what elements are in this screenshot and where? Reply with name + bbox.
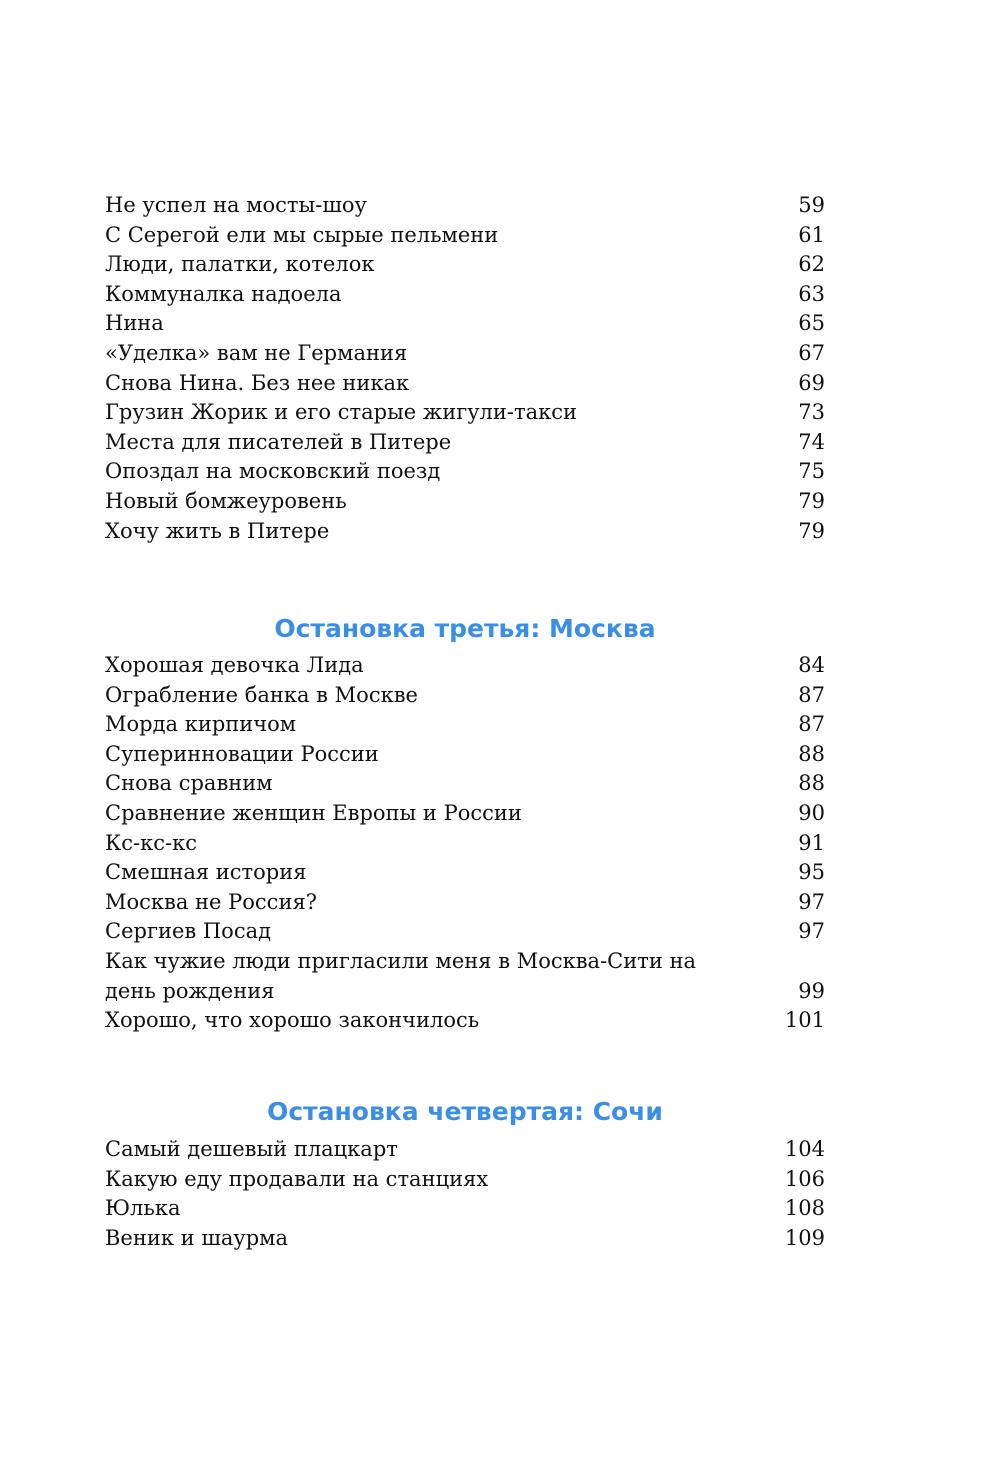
- entry-title: Грузин Жорик и его старые жигули-такси: [105, 400, 578, 425]
- entry-page: 59: [798, 193, 825, 217]
- entry-page: 88: [798, 771, 825, 796]
- toc-entry[interactable]: [105, 947, 825, 1006]
- entry-page: 87: [798, 712, 825, 737]
- toc-entry[interactable]: [105, 829, 825, 859]
- toc-entry[interactable]: [105, 651, 825, 681]
- toc-entry[interactable]: [105, 799, 825, 829]
- entry-title: Какую еду продавали на станциях: [105, 1166, 489, 1191]
- toc-entry[interactable]: [105, 280, 825, 310]
- entry-page: 74: [798, 429, 825, 454]
- toc-entry[interactable]: [105, 191, 825, 221]
- entry-title: Коммуналка надоела: [105, 281, 342, 306]
- toc-entry[interactable]: [105, 250, 825, 280]
- toc-entry[interactable]: [105, 457, 825, 487]
- toc-entry[interactable]: [105, 1135, 825, 1165]
- toc-entry[interactable]: [105, 398, 825, 428]
- entry-title: Морда кирпичом: [105, 712, 297, 737]
- entry-title: Как чужие люди пригласили меня в Москва-Сити на день рождения: [105, 948, 697, 1003]
- entry-page: 84: [798, 653, 825, 677]
- entry-title: Люди, палатки, котелок: [105, 252, 375, 277]
- toc-group-sochi: [105, 1135, 825, 1253]
- entry-title: Веник и шаурма: [105, 1225, 289, 1250]
- section-heading-sochi: Остановка четвертая: Сочи: [267, 1097, 663, 1126]
- entry-title: Сергиев Посад: [105, 919, 272, 944]
- toc-entry[interactable]: [105, 681, 825, 711]
- entry-page: 108: [784, 1196, 825, 1221]
- entry-title: Места для писателей в Питере: [105, 429, 452, 454]
- entry-title: Ограбление банка в Москве: [105, 682, 418, 707]
- entry-title: Суперинновации России: [105, 741, 379, 766]
- toc-entry[interactable]: [105, 1224, 825, 1254]
- section-heading-moscow: Остановка третья: Москва: [274, 614, 656, 643]
- toc-entry[interactable]: [105, 309, 825, 339]
- entry-page: 109: [784, 1225, 825, 1250]
- toc-entry[interactable]: [105, 221, 825, 251]
- toc-list: [105, 1135, 825, 1253]
- toc-group-continued: [105, 191, 825, 546]
- toc-entry[interactable]: [105, 710, 825, 740]
- entry-page: 75: [798, 459, 825, 484]
- toc-entry[interactable]: [105, 888, 825, 918]
- entry-title: Опоздал на московский поезд: [105, 459, 441, 484]
- toc-group-moscow: [105, 651, 825, 1036]
- entry-title: Смешная история: [105, 860, 307, 885]
- toc-entry[interactable]: [105, 1165, 825, 1195]
- toc-entry[interactable]: [105, 487, 825, 517]
- toc-entry[interactable]: [105, 339, 825, 369]
- toc-entry[interactable]: [105, 917, 825, 947]
- entry-page: 79: [798, 518, 825, 543]
- entry-page: 65: [798, 311, 825, 336]
- toc-entry[interactable]: [105, 428, 825, 458]
- entry-page: 97: [798, 919, 825, 944]
- entry-page: 90: [798, 800, 825, 825]
- toc-entry[interactable]: [105, 517, 825, 547]
- entry-page: 106: [784, 1166, 825, 1191]
- entry-title: Новый бомжеуровень: [105, 488, 347, 513]
- entry-page: 99: [798, 978, 825, 1003]
- entry-title: «Уделка» вам не Германия: [105, 340, 408, 365]
- entry-page: 104: [784, 1137, 825, 1161]
- entry-page: 63: [798, 281, 825, 306]
- entry-title: Москва не Россия?: [105, 889, 317, 914]
- entry-title: Хорошо, что хорошо закончилось: [105, 1008, 480, 1033]
- toc-entry[interactable]: [105, 740, 825, 770]
- toc-entry[interactable]: [105, 369, 825, 399]
- entry-title: Самый дешевый плацкарт: [105, 1137, 398, 1161]
- entry-title: С Серегой ели мы сырые пельмени: [105, 222, 499, 247]
- entry-page: 62: [798, 252, 825, 277]
- entry-page: 61: [798, 222, 825, 247]
- toc-entry[interactable]: [105, 1194, 825, 1224]
- entry-title: Снова сравним: [105, 771, 273, 796]
- entry-title: Хочу жить в Питере: [105, 518, 330, 543]
- entry-title: Снова Нина. Без нее никак: [105, 370, 410, 395]
- entry-title: Сравнение женщин Европы и России: [105, 800, 522, 825]
- entry-page: 79: [798, 488, 825, 513]
- toc-entry[interactable]: [105, 1006, 825, 1036]
- entry-title: Не успел на мосты-шоу: [105, 193, 367, 217]
- toc-entry[interactable]: [105, 769, 825, 799]
- toc-list: [105, 191, 825, 546]
- entry-page: 87: [798, 682, 825, 707]
- entry-page: 95: [798, 860, 825, 885]
- entry-page: 69: [798, 370, 825, 395]
- entry-page: 73: [798, 400, 825, 425]
- toc-list: [105, 651, 825, 1036]
- entry-page: 91: [798, 830, 825, 855]
- toc-entry[interactable]: [105, 858, 825, 888]
- entry-page: 88: [798, 741, 825, 766]
- entry-title: Кс-кс-кс: [105, 830, 197, 855]
- entry-page: 97: [798, 889, 825, 914]
- entry-title: Юлька: [105, 1196, 181, 1221]
- entry-page: 101: [784, 1008, 825, 1033]
- entry-title: Нина: [105, 311, 164, 336]
- entry-page: 67: [798, 340, 825, 365]
- entry-title: Хорошая девочка Лида: [105, 653, 364, 677]
